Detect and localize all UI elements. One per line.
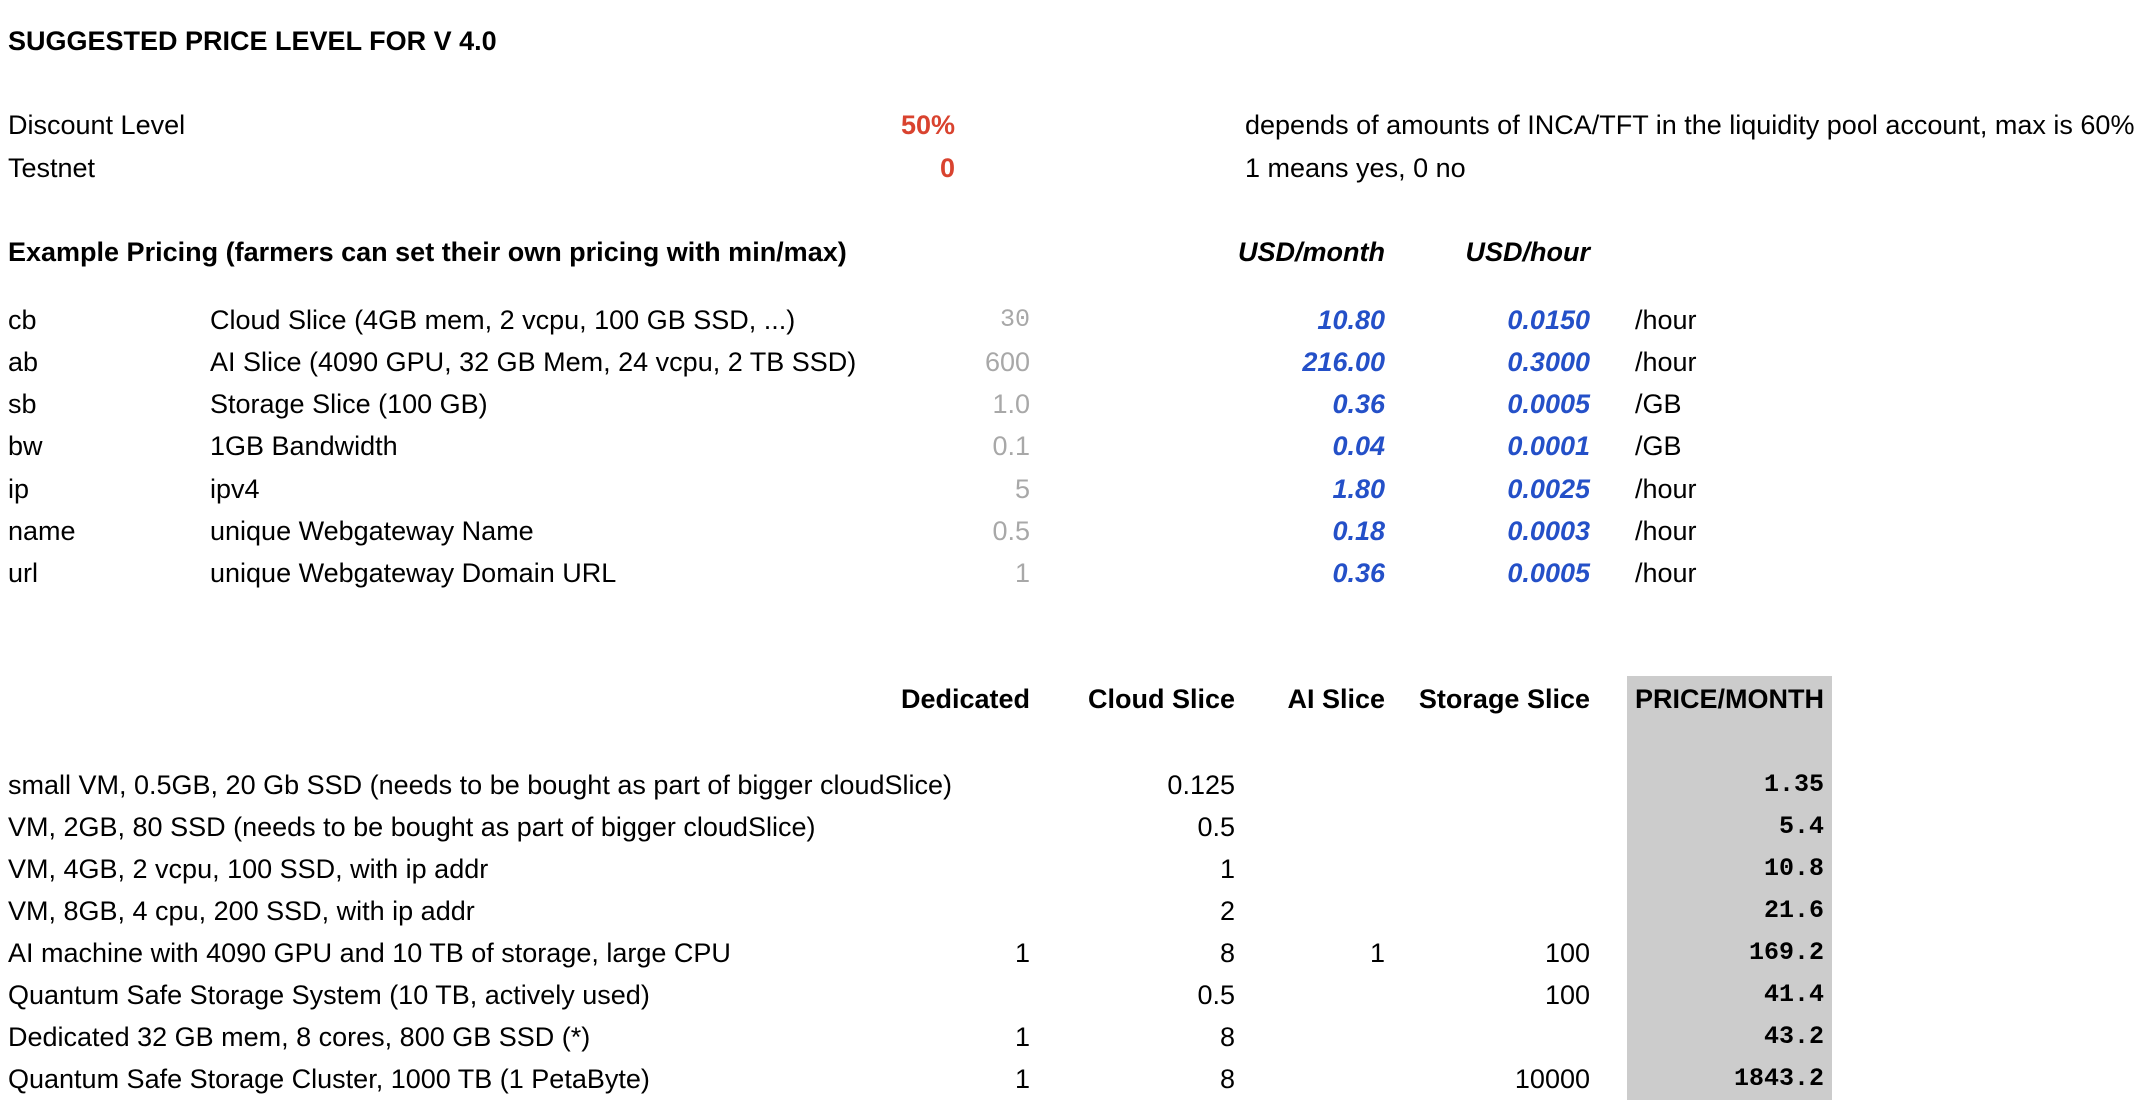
config-ai[interactable]: 1 xyxy=(1369,938,1385,968)
pricing-hour: 0.0025 xyxy=(1507,474,1590,504)
pricing-unit: /hour xyxy=(1635,558,1697,588)
config-storage[interactable]: 100 xyxy=(1544,980,1590,1010)
pricing-hour: 0.0005 xyxy=(1507,558,1590,588)
pricing-code: bw xyxy=(8,431,43,461)
config-desc: VM, 4GB, 2 vcpu, 100 SSD, with ip addr xyxy=(8,854,489,884)
config-cloud[interactable]: 1 xyxy=(1219,854,1235,884)
testnet-label: Testnet xyxy=(8,153,96,183)
config-cloud[interactable]: 8 xyxy=(1219,938,1235,968)
pricing-code: name xyxy=(8,516,76,546)
pricing-desc: unique Webgateway Name xyxy=(210,516,534,546)
pricing-code: sb xyxy=(8,389,37,419)
config-dedicated[interactable]: 1 xyxy=(1014,938,1030,968)
pricing-month: 0.36 xyxy=(1332,389,1385,419)
config-cloud[interactable]: 0.5 xyxy=(1197,980,1235,1010)
cloud-slice-header: Cloud Slice xyxy=(1087,684,1235,714)
pricing-base[interactable]: 0.1 xyxy=(992,431,1030,461)
ai-slice-header: AI Slice xyxy=(1287,684,1385,714)
config-price: 10.8 xyxy=(1763,854,1824,883)
usd-hour-header: USD/hour xyxy=(1465,237,1590,267)
dedicated-header: Dedicated xyxy=(900,684,1030,714)
config-cloud[interactable]: 0.5 xyxy=(1197,812,1235,842)
config-cloud[interactable]: 2 xyxy=(1219,896,1235,926)
config-desc: Quantum Safe Storage Cluster, 1000 TB (1 PetaByte) xyxy=(8,1064,650,1094)
config-dedicated[interactable]: 1 xyxy=(1014,1022,1030,1052)
pricing-hour: 0.0001 xyxy=(1507,431,1590,461)
config-cloud[interactable]: 8 xyxy=(1219,1064,1235,1094)
config-desc: VM, 2GB, 80 SSD (needs to be bought as part of bigger cloudSlice) xyxy=(8,812,816,842)
pricing-unit: /GB xyxy=(1635,389,1682,419)
pricing-month: 0.18 xyxy=(1332,516,1385,546)
config-storage[interactable]: 10000 xyxy=(1514,1064,1590,1094)
pricing-desc: 1GB Bandwidth xyxy=(210,431,398,461)
config-price: 169.2 xyxy=(1748,938,1824,967)
pricing-unit: /hour xyxy=(1635,305,1697,335)
pricing-unit: /hour xyxy=(1635,516,1697,546)
config-price: 1843.2 xyxy=(1733,1064,1824,1093)
pricing-hour: 0.0005 xyxy=(1507,389,1590,419)
pricing-code: url xyxy=(8,558,39,588)
testnet-value[interactable]: 0 xyxy=(939,153,955,183)
discount-level-value[interactable]: 50% xyxy=(900,110,955,140)
config-price: 41.4 xyxy=(1763,980,1824,1009)
config-desc: VM, 8GB, 4 cpu, 200 SSD, with ip addr xyxy=(8,896,475,926)
config-desc: Quantum Safe Storage System (10 TB, actively used) xyxy=(8,980,650,1010)
config-desc: small VM, 0.5GB, 20 Gb SSD (needs to be bought as part of bigger cloudSlice) xyxy=(8,770,952,800)
config-price: 21.6 xyxy=(1763,896,1824,925)
config-price: 5.4 xyxy=(1778,812,1824,841)
pricing-unit: /hour xyxy=(1635,347,1697,377)
pricing-code: ab xyxy=(8,347,39,377)
price-month-header: PRICE/MONTH xyxy=(1635,684,1824,714)
pricing-month: 0.04 xyxy=(1332,431,1385,461)
pricing-unit: /GB xyxy=(1635,431,1682,461)
pricing-hour: 0.0150 xyxy=(1507,305,1590,335)
pricing-desc: unique Webgateway Domain URL xyxy=(210,558,617,588)
pricing-base[interactable]: 0.5 xyxy=(992,516,1030,546)
config-dedicated[interactable]: 1 xyxy=(1014,1064,1030,1094)
pricing-month: 10.80 xyxy=(1317,305,1385,335)
pricing-code: ip xyxy=(8,474,30,504)
pricing-hour: 0.0003 xyxy=(1507,516,1590,546)
pricing-unit: /hour xyxy=(1635,474,1697,504)
usd-month-header: USD/month xyxy=(1238,237,1385,267)
pricing-desc: AI Slice (4090 GPU, 32 GB Mem, 24 vcpu, 2 TB SSD) xyxy=(210,347,857,377)
config-desc: Dedicated 32 GB mem, 8 cores, 800 GB SSD (*) xyxy=(8,1022,591,1052)
pricing-month: 1.80 xyxy=(1332,474,1385,504)
discount-level-label: Discount Level xyxy=(8,110,186,140)
pricing-code: cb xyxy=(8,305,37,335)
pricing-base[interactable]: 600 xyxy=(984,347,1030,377)
pricing-base[interactable]: 5 xyxy=(1014,474,1030,504)
storage-slice-header: Storage Slice xyxy=(1418,684,1590,714)
config-price: 43.2 xyxy=(1763,1022,1824,1051)
pricing-hour: 0.3000 xyxy=(1507,347,1590,377)
pricing-base[interactable]: 1 xyxy=(1014,558,1030,588)
pricing-desc: Cloud Slice (4GB mem, 2 vcpu, 100 GB SSD, ...) xyxy=(210,305,796,335)
pricing-desc: ipv4 xyxy=(210,474,260,504)
pricing-desc: Storage Slice (100 GB) xyxy=(210,389,488,419)
pricing-month: 0.36 xyxy=(1332,558,1385,588)
config-cloud[interactable]: 0.125 xyxy=(1167,770,1235,800)
testnet-note: 1 means yes, 0 no xyxy=(1245,153,1466,183)
config-price: 1.35 xyxy=(1763,770,1824,799)
pricing-header: Example Pricing (farmers can set their own pricing with min/max) xyxy=(8,237,847,267)
page-title: SUGGESTED PRICE LEVEL FOR V 4.0 xyxy=(8,26,497,56)
pricing-base[interactable]: 1.0 xyxy=(992,389,1030,419)
config-cloud[interactable]: 8 xyxy=(1219,1022,1235,1052)
config-storage[interactable]: 100 xyxy=(1544,938,1590,968)
discount-level-note: depends of amounts of INCA/TFT in the liquidity pool account, max is 60% xyxy=(1245,110,2135,140)
config-desc: AI machine with 4090 GPU and 10 TB of storage, large CPU xyxy=(8,938,731,968)
pricing-month: 216.00 xyxy=(1302,347,1385,377)
pricing-base[interactable]: 30 xyxy=(999,305,1030,334)
